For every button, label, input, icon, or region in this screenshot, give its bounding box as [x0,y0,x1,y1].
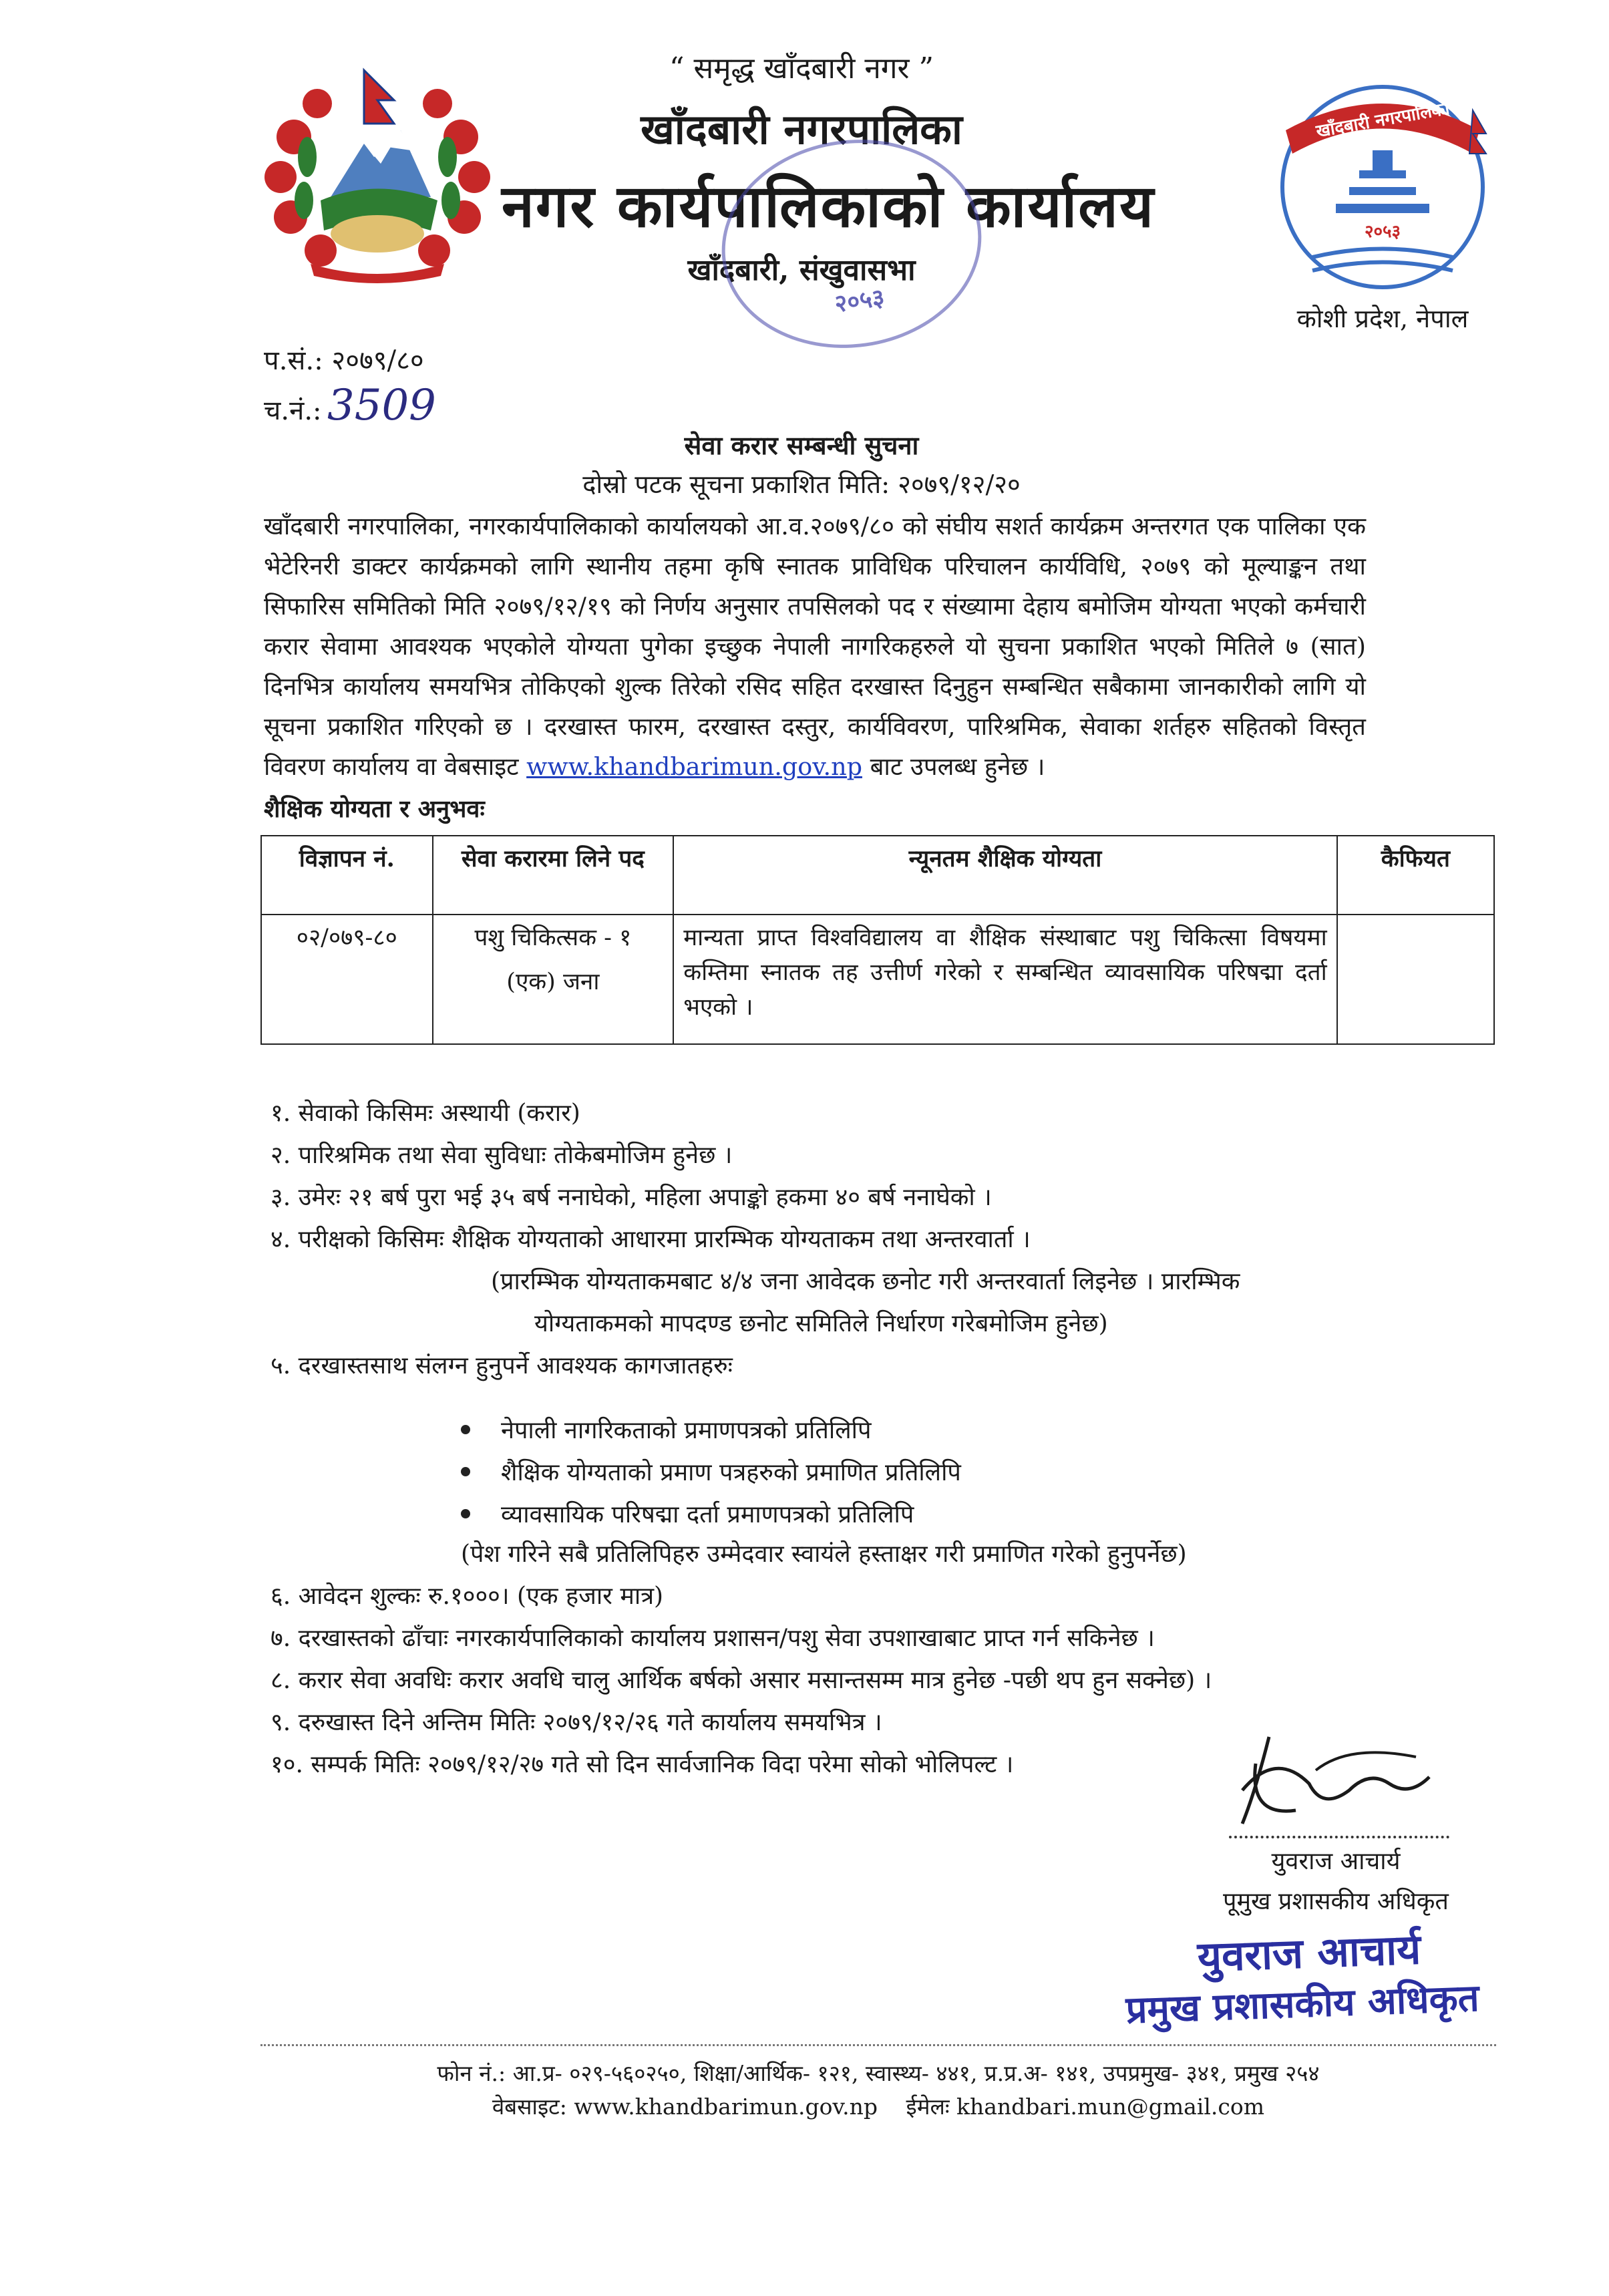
office-address: खाँदबारी, संखुवासभा [687,253,916,287]
reference-value: २०७९/८० [331,345,424,376]
notice-publish-date: दोस्रो पटक सूचना प्रकाशित मिति: २०७९/१२/२० [582,470,1021,499]
column-header-remarks: कैफियत [1337,836,1494,915]
municipality-name: खाँदबारी नगरपालिका [641,105,962,154]
column-header-ad-no: विज्ञापन नं. [261,836,433,915]
item-4: ४. परीक्षको किसिमः शैक्षिक योग्यताको आधारमा प्रारम्भिक योग्यताकम तथा अन्तरवार्ता । [271,1226,1031,1253]
motto: “ समृद्ध खाँदबारी नगर ” [669,51,934,86]
document-label: नेपाली नागरिकताको प्रमाणपत्रको प्रतिलिपि [501,1417,872,1444]
footer-phone-numbers: फोन नं.: आ.प्र- ०२९-५६०२५०, शिक्षा/आर्थिक- १२१, स्वास्थ्य- ४४१, प्र.प्र.अ- १४१, उपप्रमुख- ३४१, प्रमुख २५४ [437,2060,1320,2086]
column-header-qualification: न्यूनतम शैक्षिक योग्यता [673,836,1336,915]
document-label: व्यावसायिक परिषद्मा दर्ता प्रमाणपत्रको प्रतिलिपि [501,1501,914,1528]
list-item [461,1408,961,1450]
list-item [461,1492,961,1534]
municipality-logo [1272,70,1493,297]
signer-name: युवराज आचार्य [1271,1848,1401,1875]
cell-ad-no: ०२/०७९-८० [261,915,433,1044]
item-10: १०. सम्पर्क मितिः २०७९/१२/२७ गते सो दिन सार्वजानिक विदा परेमा सोको भोलिपल्ट । [271,1751,1014,1778]
item-4-note-line-2: योग्यताकमको मापदण्ड छनोट समितिले निर्धारण गरेबमोजिम हुनेछ) [534,1310,1108,1337]
logo-banner-text: खाँदबारी नगरपालिका [1314,98,1451,142]
item-8: ८. करार सेवा अवधिः करार अवधि चालु आर्थिक बर्षको असार मसान्तसम्म मात्र हुनेछ -पछी थप हुन सक्नेछ) । [271,1667,1212,1694]
handwritten-signature [1216,1710,1456,1844]
bullet-icon [461,1425,470,1434]
signer-title: पूमुख प्रशासकीय अधिकृत [1223,1888,1449,1915]
item-5: ५. दरखास्तसाथ संलग्न हुनुपर्ने आवश्यक कागजातहरुः [271,1352,733,1379]
signer-title-stamp: प्रमुख प्रशासकीय अधिकृत [1125,1976,1480,2033]
item-6: ६. आवेदन शुल्कः रु.१०००। (एक हजार मात्र) [271,1583,664,1610]
qualification-table [260,835,1495,1045]
cell-qualification: मान्यता प्राप्त विश्वविद्यालय वा शैक्षिक संस्थाबाट पशु चिकित्सा विषयमा कम्तिमा स्नातक तह उत्तीर्ण गरेको र सम्बन्धित व्यावसायिक परिषद्मा दर्ता भएको । [673,915,1336,1044]
bullet-icon [461,1467,470,1476]
list-item [461,1450,961,1492]
post-line-2: (एक) जना [506,969,600,995]
bullet-icon [461,1509,470,1518]
item-7: ७. दरखास्तको ढाँचाः नगरकार्यपालिकाको कार्यालय प्रशासन/पशु सेवा उपशाखाबाट प्राप्त गर्न सकिनेछ । [271,1625,1155,1652]
logo-year: २०५३ [1364,222,1401,242]
notice-body [264,506,1366,787]
dispatch-number-label: च.नं.: [264,395,322,426]
item-1: १. सेवाको किसिमः अस्थायी (करार) [271,1100,580,1127]
table-row [261,915,1494,1044]
stamp-year: २०५३ [833,284,886,319]
dispatch-number-handwritten: 3509 [327,381,436,430]
item-3: ३. उमेरः २१ बर्ष पुरा भई ३५ बर्ष ननाघेको, महिला अपाङ्को हकमा ४० बर्ष ननाघेको । [271,1184,992,1211]
footer-divider [260,2044,1496,2046]
required-documents-list [461,1408,961,1534]
document-label: शैक्षिक योग्यताको प्रमाण पत्रहरुको प्रमाणित प्रतिलिपि [501,1459,961,1486]
qualification-heading: शैक्षिक योग्यता र अनुभवः [264,795,485,823]
office-title: नगर कार्यपालिकाको कार्यालय [502,171,1155,240]
notice-body-text: खाँदबारी नगरपालिका, नगरकार्यपालिकाको कार्यालयको आ.व.२०७९/८० को संघीय सशर्त कार्यक्रम अन्तरगत एक पालिका एक भेटेरिनरी डाक्टर कार्यक्रमको लागि स्थानीय तहमा कृषि स्नातक प्राविधिक परिचालन कार्यविधि, २०७९ को मूल्याङ्कन तथा सिफारिस समितिको मिति २०७९/१२/१९ को निर्णय अनुसार तपसिलको पद र संख्यामा देहाय बमोजिम योग्यता भएको कर्मचारी करार सेवामा आवश्यक भएकोले योग्यता पुगेका इच्छुक नेपाली नागरिकहरुले यो सुचना प्रकाशित भएको मितिले ७ (सात) दिनभित्र कार्यालय समयभित्र तोकिएको शुल्क तिरेको रसिद सहित दरखास्त दिनुहुन सम्बन्धित सबैकामा जानकारीको लागि यो सूचना प्रकाशित गरिएको छ । दरखास्त फारम, दरखास्त दस्तुर, कार्यविवरण, पारिश्रमिक, सेवाका शर्तहरु सहितको विस्तृत विवरण कार्यालय वा वेबसाइट [264,512,1366,781]
cell-remarks [1337,915,1494,1044]
signature-line [1229,1836,1449,1838]
notice-body-end: बाट उपलब्ध हुनेछ । [862,752,1045,781]
office-seal-stamp [708,123,995,364]
website-link[interactable]: www.khandbarimun.gov.np [526,752,862,781]
footer-email[interactable]: ईमेलः khandbari.mun@gmail.com [906,2094,1265,2120]
cell-post [433,915,674,1044]
signer-name-stamp: युवराज आचार्य [1196,1925,1422,1981]
reference-label: प.सं.: [264,345,323,376]
item-2: २. पारिश्रमिक तथा सेवा सुविधाः तोकेबमोजिम हुनेछ । [271,1142,733,1169]
notice-title: सेवा करार सम्बन्धी सुचना [684,430,919,460]
post-line-1: पशु चिकित्सक - १ [474,925,632,951]
item-4-note-line-1: (प्रारम्भिक योग्यताकमबाट ४/४ जना आवेदक छनोट गरी अन्तरवार्ता लिइनेछ । प्रारम्भिक [491,1268,1240,1295]
footer-website[interactable]: वेबसाइट: www.khandbarimun.gov.np [492,2094,878,2120]
province-text: कोशी प्रदेश, नेपाल [1296,304,1469,333]
item-5-note: (पेश गरिने सबै प्रतिलिपिहरु उम्मेदवार स्वायंले हस्ताक्षर गरी प्रमाणित गरेको हुनुपर्नेछ) [461,1540,1187,1568]
table-header-row [261,836,1494,915]
footer-contact [260,2091,1496,2121]
reference-number [264,341,424,377]
column-header-post: सेवा करारमा लिने पद [433,836,674,915]
item-9: ९. दरुखास्त दिने अन्तिम मितिः २०७९/१२/२६ गते कार्यालय समयभित्र । [271,1709,882,1736]
